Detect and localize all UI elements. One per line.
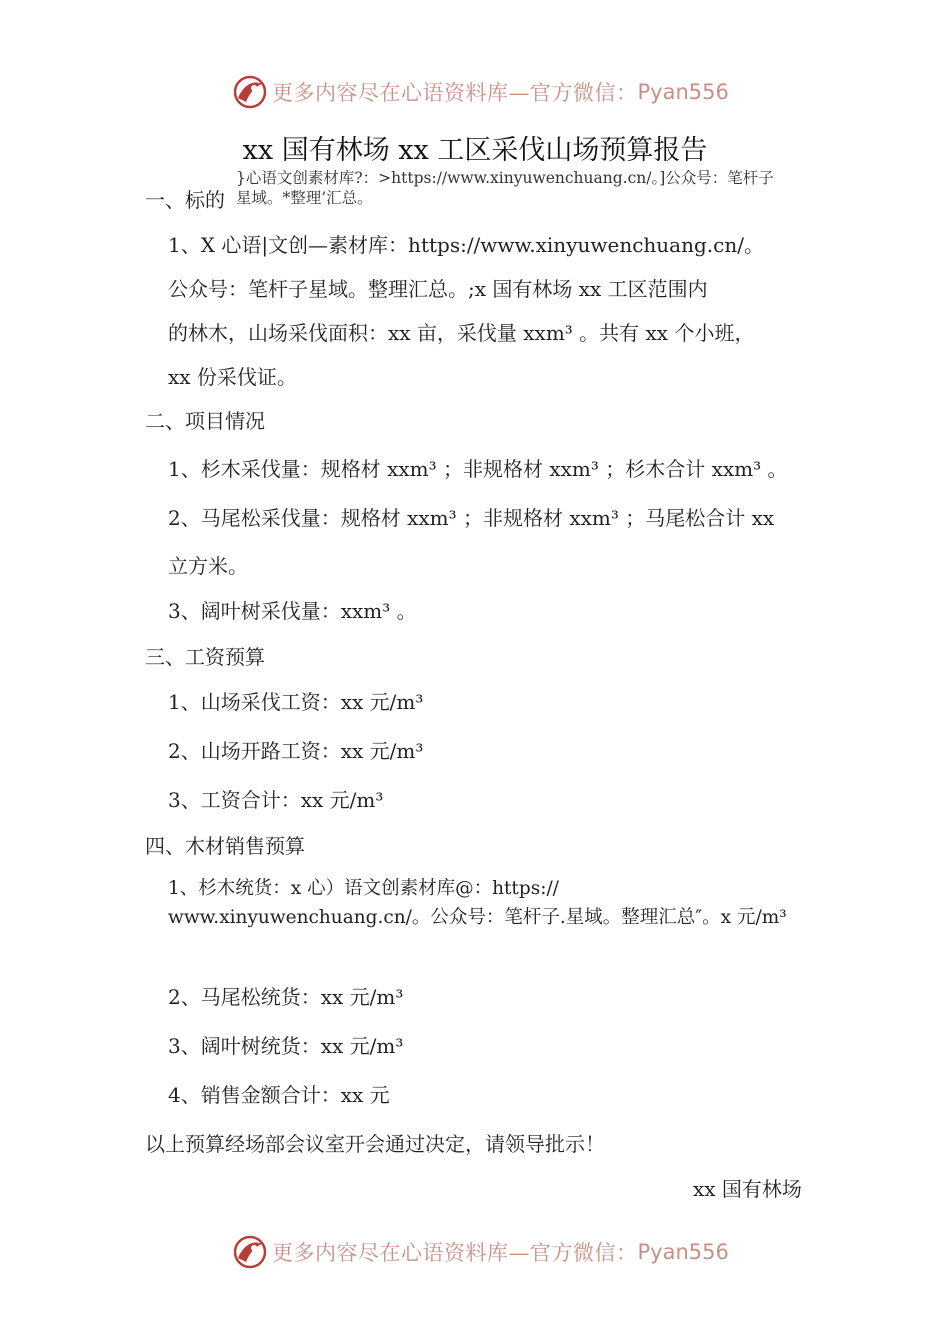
section-4-heading: 四、木材销售预算	[145, 834, 305, 858]
signature: xx 国有林场	[693, 1177, 802, 1201]
section-2-paragraph-2: 2、马尾松采伐量：规格材 xxm³ ；非规格材 xxm³ ；马尾松合计 xx	[168, 506, 775, 530]
section-4-paragraph-1: 1、杉木统货：x 心）语文创素材库@：https:// www.xinyuwenchuang.cn/。公众号：笔杆子.星域。整理汇总″。x 元/m³	[168, 878, 787, 928]
watermark-handle: Pyan556	[637, 1240, 729, 1264]
subtitle-line-2: 星域。*整理’汇总。	[236, 189, 373, 207]
document-title: xx 国有林场 xx 工区采伐山场预算报告	[242, 135, 708, 166]
section-1-paragraph-3: 的林木，山场采伐面积：xx 亩，采伐量 xxm³ 。共有 xx 个小班，	[168, 321, 755, 345]
section-2-heading: 二、项目情况	[145, 409, 265, 433]
section-2-paragraph-4: 3、阔叶树采伐量：xxm³ 。	[168, 599, 417, 623]
watermark-text: 更多内容尽在心语资料库—官方微信：	[272, 81, 638, 105]
section-1-paragraph-4: xx 份采伐证。	[168, 365, 297, 389]
closing-statement: 以上预算经场部会议室开会通过决定，请领导批示！	[145, 1132, 605, 1156]
watermark-header	[232, 72, 729, 112]
section-3-heading: 三、工资预算	[145, 645, 265, 669]
section-2-paragraph-1: 1、杉木采伐量：规格材 xxm³ ；非规格材 xxm³ ；杉木合计 xxm³ 。	[168, 457, 788, 481]
section-2-paragraph-3: 立方米。	[168, 554, 248, 578]
watermark-footer	[232, 1232, 729, 1272]
section-1-heading: 一、标的	[145, 188, 225, 212]
watermark-logo-icon	[232, 1234, 268, 1270]
section-1-paragraph-2: 公众号：笔杆子星域。整理汇总。;x 国有林场 xx 工区范围内	[168, 277, 708, 301]
watermark-logo-icon	[232, 74, 268, 110]
watermark-handle: Pyan556	[637, 80, 729, 104]
section-4-paragraph-4: 4、销售金额合计：xx 元	[168, 1083, 390, 1107]
section-1-paragraph-1: 1、X 心语|文创—素材库：https://www.xinyuwenchuang.cn/。	[168, 233, 764, 257]
section-3-paragraph-3: 3、工资合计：xx 元/m³	[168, 788, 384, 812]
watermark-text: 更多内容尽在心语资料库—官方微信：	[272, 1241, 638, 1265]
subtitle-line-1: }心语文创素材库?：>https://www.xinyuwenchuang.cn/。]公众号：笔杆子	[236, 169, 774, 187]
section-3-paragraph-1: 1、山场采伐工资：xx 元/m³	[168, 690, 424, 714]
section-4-paragraph-3: 3、阔叶树统货：xx 元/m³	[168, 1034, 404, 1058]
section-4-paragraph-2: 2、马尾松统货：xx 元/m³	[168, 985, 404, 1009]
section-3-paragraph-2: 2、山场开路工资：xx 元/m³	[168, 739, 424, 763]
